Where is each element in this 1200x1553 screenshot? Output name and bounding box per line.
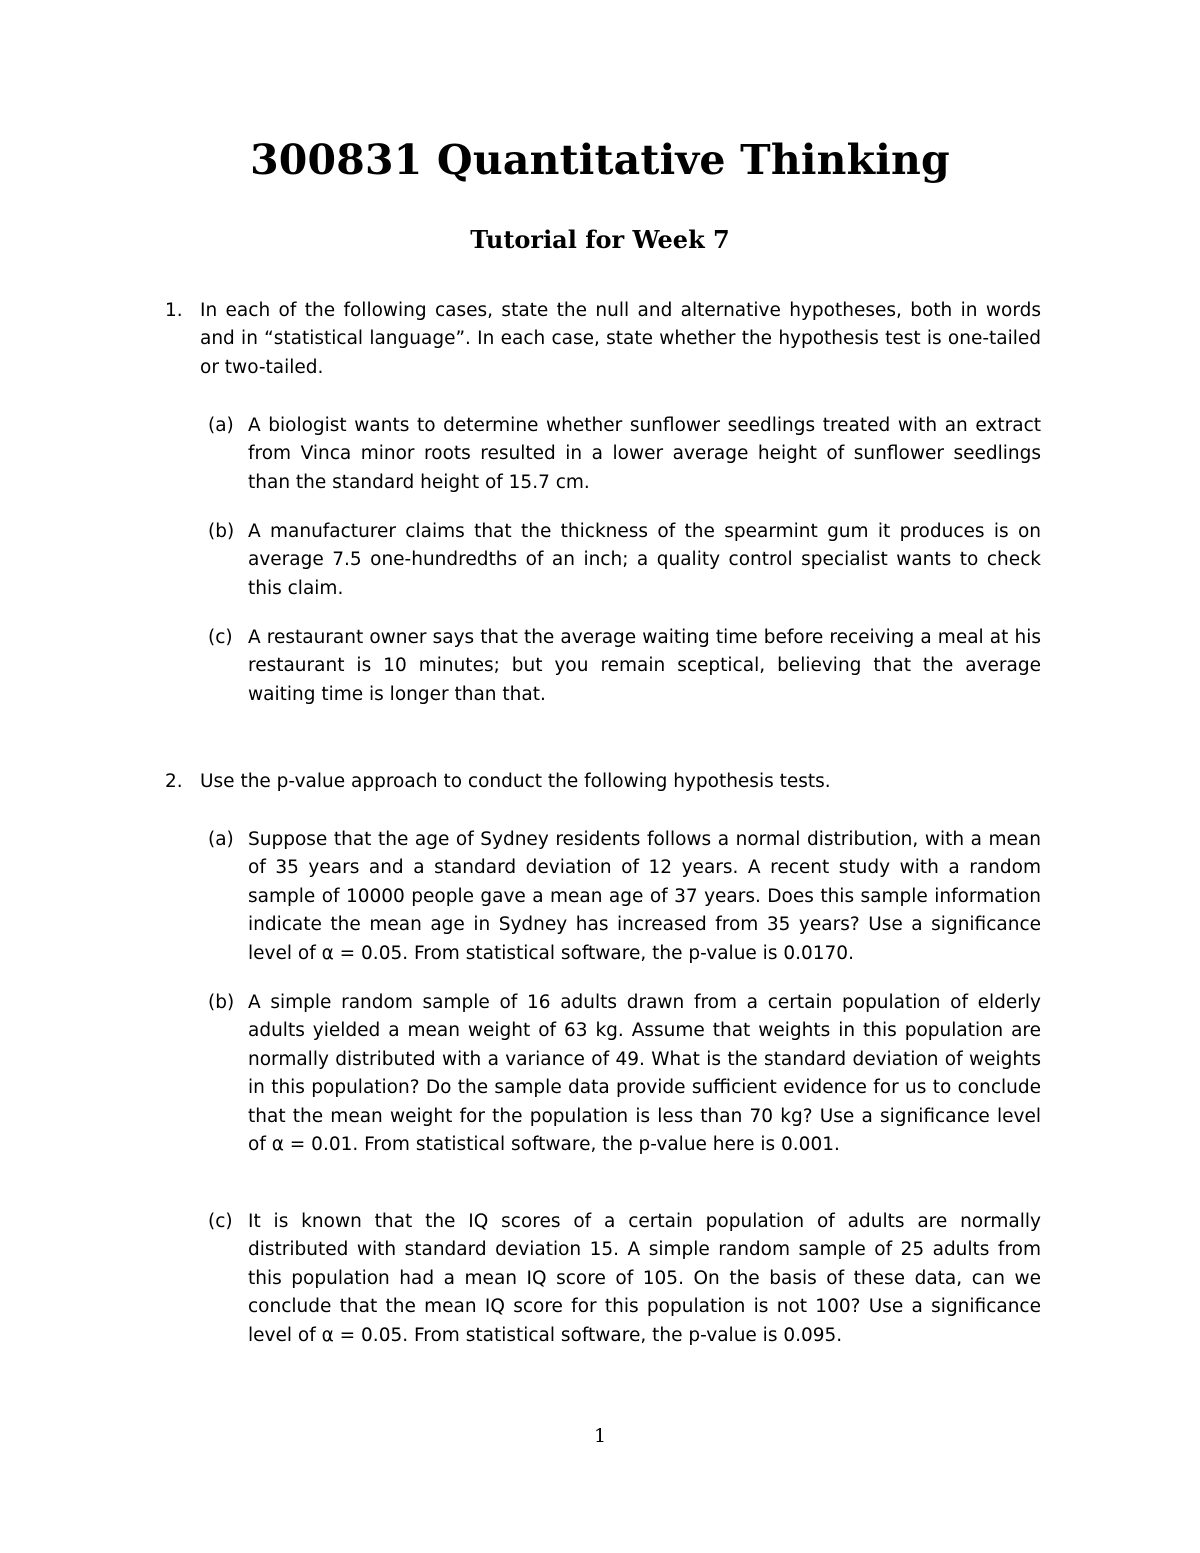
part-label: (b) (208, 521, 235, 542)
part-label: (a) (208, 829, 234, 850)
part-text: It is known that the IQ scores of a certain population of adults are normally distributed with standard deviation 15. A simple random sample of 25 adults from this population had a mean IQ score of 105. On the basis of these data, can we conclude that the mean IQ score for this population is not 100? Use a significance level of α = 0.05. From statistical software, the p-value is 0.095. (248, 1211, 1041, 1346)
part-text: A manufacturer claims that the thickness of the spearmint gum it produces is on average 7.5 one-hundredths of an inch; a quality control specialist wants to check this claim. (248, 521, 1041, 599)
question-1-part-b (208, 518, 1041, 603)
question-1-part-c (208, 624, 1041, 709)
part-label: (c) (208, 1211, 233, 1232)
part-text: A biologist wants to determine whether sunflower seedlings treated with an extract from Vinca minor roots resulted in a lower average height of sunflower seedlings than the standard height of 15.7 cm. (248, 415, 1041, 493)
document-subtitle: Tutorial for Week 7 (470, 225, 730, 254)
question-2 (165, 768, 1041, 796)
question-2-part-c (208, 1208, 1041, 1350)
question-1 (165, 297, 1041, 382)
question-text: In each of the following cases, state the null and alternative hypotheses, both in words and in “statistical language”. In each case, state whether the hypothesis test is one-tailed or two-tailed. (200, 300, 1041, 378)
question-number: 2. (165, 771, 183, 792)
question-number: 1. (165, 300, 183, 321)
page-number: 1 (593, 1425, 607, 1447)
document-title: 300831 Quantitative Thinking (250, 136, 950, 184)
part-text: Suppose that the age of Sydney residents follows a normal distribution, with a mean of 35 years and a standard deviation of 12 years. A recent study with a random sample of 10000 people gave a mean age of 37 years. Does this sample information indicate the mean age in Sydney has increased from 35 years? Use a significance level of α = 0.05. From statistical software, the p-value is 0.0170. (248, 829, 1041, 964)
question-2-part-b (208, 989, 1041, 1159)
question-2-part-a (208, 826, 1041, 968)
question-1-part-a (208, 412, 1041, 497)
part-label: (b) (208, 992, 235, 1013)
part-text: A simple random sample of 16 adults drawn from a certain population of elderly adults yielded a mean weight of 63 kg. Assume that weights in this population are normally distributed with a variance of 49. What is the standard deviation of weights in this population? Do the sample data provide sufficient evidence for us to conclude that the mean weight for the population is less than 70 kg? Use a significance level of α = 0.01. From statistical software, the p-value here is 0.001. (248, 992, 1041, 1156)
part-label: (c) (208, 627, 233, 648)
part-label: (a) (208, 415, 234, 436)
question-text: Use the p-value approach to conduct the following hypothesis tests. (200, 771, 831, 792)
part-text: A restaurant owner says that the average waiting time before receiving a meal at his restaurant is 10 minutes; but you remain sceptical, believing that the average waiting time is longer than that. (248, 627, 1041, 705)
